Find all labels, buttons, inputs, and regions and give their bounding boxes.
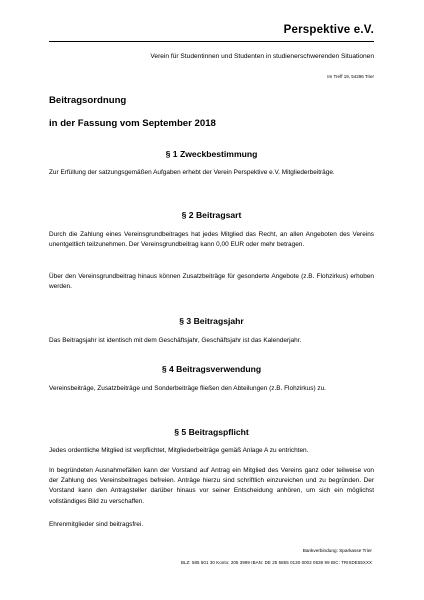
section-1-paragraph-1: Zur Erfüllung der satzungsgemäßen Aufgaben erhebt der Verein Perspektive e.V. Mitgliederbeiträge.: [49, 169, 335, 176]
section-4-heading: § 4 Beitragsverwendung: [161, 364, 262, 374]
organization-address: Im Treff 19, 54296 Trier: [327, 74, 374, 79]
section-2-heading: § 2 Beitragsart: [181, 210, 242, 220]
section-5-paragraph-3: Ehrenmitglieder sind beitragsfrei.: [49, 521, 144, 528]
organization-subtitle: Verein für Studentinnen und Studenten in studienerschwerenden Situationen: [150, 53, 374, 60]
section-5-heading: § 5 Beitragspflicht: [174, 427, 249, 437]
document-version: in der Fassung vom September 2018: [49, 118, 216, 129]
section-2-paragraph-1: Durch die Zahlung eines Vereinsgrundbeitrages hat jedes Mitglied das Recht, an allen Angeboten des Vereins unentgeltlich teilzunehmen. Der Vereinsgrundbeitrag kann 0,00 EUR oder mehr betragen.: [49, 231, 374, 249]
footer-account: BLZ: 585 501 30 Konto: 205 3999 IBAN: DE 25 5855 0130 0002 0539 99 BIC: TRISDE55XXX: [180, 560, 372, 565]
header-divider: [49, 41, 374, 42]
section-5-paragraph-1: Jedes ordentliche Mitglied ist verpflichtet, Mitgliederbeiträge gemäß Anlage A zu entrichten.: [49, 447, 309, 454]
section-4-paragraph-1: Vereinsbeiträge, Zusatzbeiträge und Sonderbeiträge fließen den Abteilungen (z.B. Flohzirkus) zu.: [49, 385, 326, 392]
section-2-paragraph-2: Über den Vereinsgrundbeitrag hinaus können Zusatzbeiträge für gesonderte Angebote (z.B. Flohzirkus) erhoben werden.: [49, 273, 374, 291]
section-1-heading: § 1 Zweckbestimmung: [165, 149, 258, 159]
document-title: Beitragsordnung: [49, 95, 127, 106]
section-3-paragraph-1: Das Beitragsjahr ist identisch mit dem Geschäftsjahr, Geschäftsjahr ist das Kalenderjahr.: [49, 337, 302, 344]
section-5-paragraph-2: In begründeten Ausnahmefällen kann der Vorstand auf Antrag ein Mitglied des Vereins ganz oder teilweise von der Zahlung des Vereinsbeitrages befreien. Anträge hierzu sind schriftlich einzureichen und zu begründen. Der Vorstand kann den Antragsteller darüber hinaus vor seiner Entscheidung anhören, um sich ein möglichst vollständiges Bild zu verschaffen.: [49, 467, 374, 505]
section-3-heading: § 3 Beitragsjahr: [179, 316, 244, 326]
organization-name: Perspektive e.V.: [283, 24, 374, 36]
footer-bank: Bankverbindung: Sparkasse Trier: [302, 548, 372, 553]
